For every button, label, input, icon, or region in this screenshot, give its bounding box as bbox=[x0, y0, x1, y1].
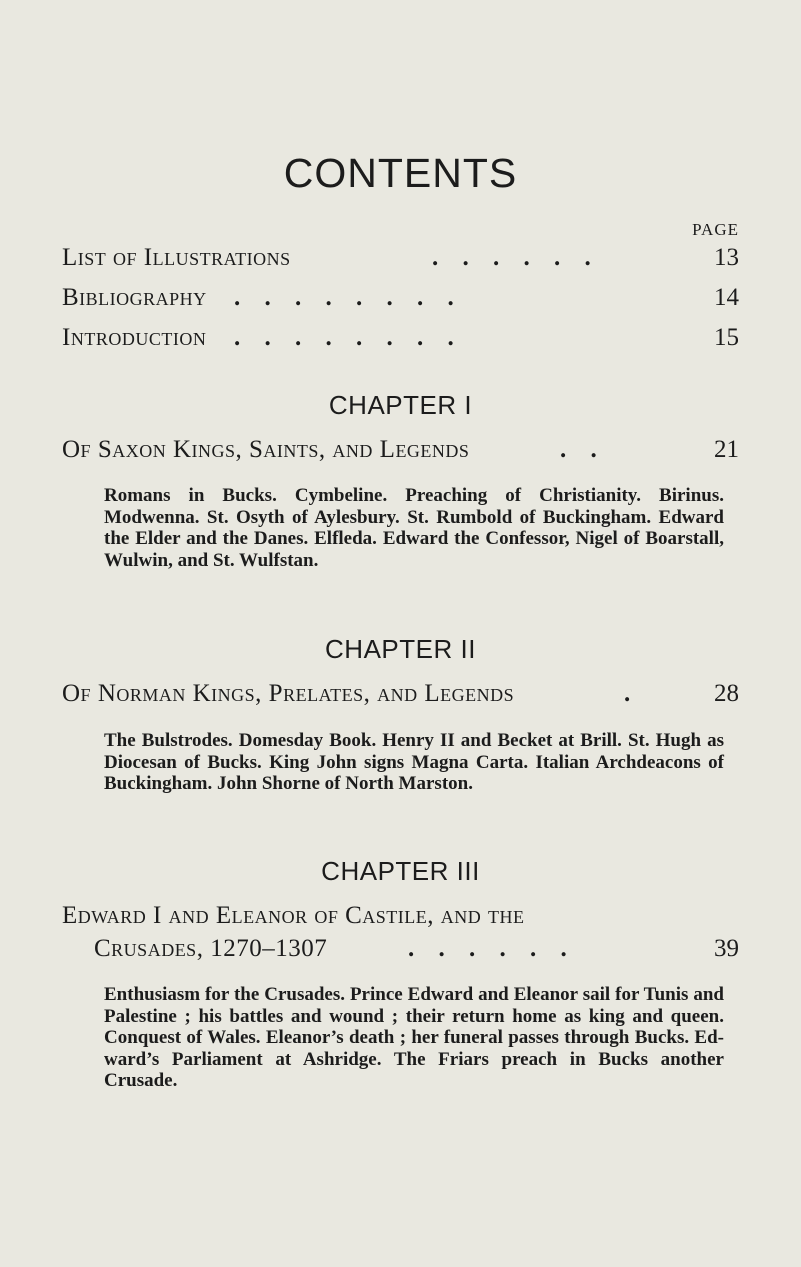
toc-entry-page: 15 bbox=[714, 324, 739, 351]
toc-entry-label: Of Saxon Kings, Saints, and Legends bbox=[62, 436, 470, 463]
toc-entry-label: List of Illustrations bbox=[62, 244, 291, 271]
chapter-heading: CHAPTER II bbox=[325, 634, 476, 664]
toc-entry-page: 28 bbox=[714, 680, 739, 707]
dot-leader: . . . . . . bbox=[408, 935, 567, 962]
toc-entry-label-continued: Crusades, 1270–1307 bbox=[94, 935, 328, 962]
toc-entry-label: Edward I and Eleanor of Castile, and the bbox=[62, 902, 525, 929]
toc-entry-introduction[interactable] bbox=[62, 324, 739, 356]
toc-entry-illustrations[interactable] bbox=[62, 244, 739, 276]
chapter-summary: Enthusiasm for the Crusades. Prince Edward and Eleanor sail for Tunis and Palestine ; his battles and wound ; their return home as king and queen. Conquest of Wales. Eleanor’s death ; her funeral passes through Bucks. Ed- ward’s Parliament at Ashridge. The Friars preach in Bucks another Crusade. bbox=[104, 984, 724, 1091]
dot-leader: . . . . . . . . bbox=[234, 324, 454, 351]
chapter-heading: CHAPTER I bbox=[328, 390, 473, 420]
toc-entry-chapter-2[interactable] bbox=[62, 680, 739, 712]
toc-entry-label: Bibliography bbox=[62, 284, 207, 311]
dot-leader: . . . . . . bbox=[432, 244, 591, 271]
dot-leader: . . bbox=[560, 436, 597, 463]
toc-entry-chapter-3-line-1[interactable] bbox=[62, 902, 739, 934]
chapter-heading: CHAPTER III bbox=[321, 856, 480, 886]
toc-entry-chapter-3[interactable] bbox=[62, 935, 739, 967]
dot-leader: . bbox=[624, 680, 631, 707]
toc-entry-label: Of Norman Kings, Prelates, and Legends bbox=[62, 680, 515, 707]
toc-entry-label: Introduction bbox=[62, 324, 207, 351]
chapter-summary: Romans in Bucks. Cymbeline. Preaching of Christianity. Birinus. Modwenna. St. Osyth of Aylesbury. St. Rumbold of Buckingham. Edward the Elder and the Danes. Elfleda. Edward the Confessor, Nigel of Boarstall, Wulwin, and St. Wulfstan. bbox=[104, 485, 724, 571]
toc-entry-chapter-1[interactable] bbox=[62, 436, 739, 468]
toc-entry-page: 14 bbox=[714, 284, 739, 311]
toc-entry-page: 39 bbox=[714, 935, 739, 962]
toc-entry-page: 21 bbox=[714, 436, 739, 463]
page-title: CONTENTS bbox=[283, 150, 518, 196]
chapter-summary: The Bulstrodes. Domesday Book. Henry II and Becket at Brill. St. Hugh as Diocesan of Bucks. King John signs Magna Carta. Italian Archdeacons of Buckingham. John Shorne of North Marston. bbox=[104, 730, 724, 794]
toc-entry-bibliography[interactable] bbox=[62, 284, 739, 316]
dot-leader: . . . . . . . . bbox=[234, 284, 454, 311]
page-column-heading: PAGE bbox=[692, 220, 739, 239]
toc-entry-page: 13 bbox=[714, 244, 739, 271]
